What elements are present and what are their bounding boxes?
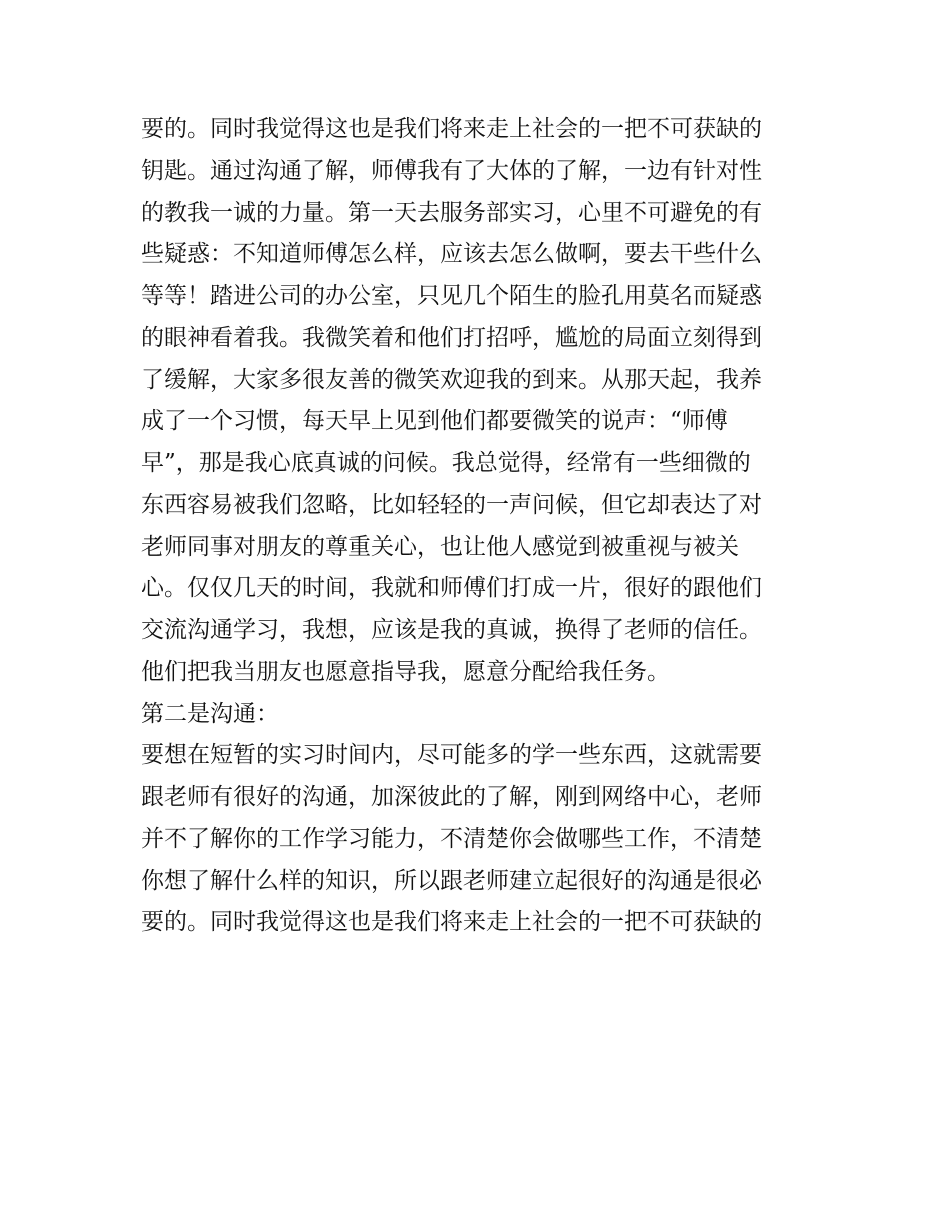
text-line: 了缓解，大家多很友善的微笑欢迎我的到来。从那天起，我养	[141, 366, 762, 393]
text-line: 早”，那是我心底真诚的问候。我总觉得，经常有一些细微的	[141, 450, 751, 476]
body-text	[141, 109, 821, 944]
text-line: 要的。同时我觉得这也是我们将来走上社会的一把不可获缺的	[141, 909, 762, 936]
text-line: 交流沟通学习，我想，应该是我的真诚，换得了老师的信任。	[141, 617, 762, 643]
text-line: 东西容易被我们忽略，比如轻轻的一声问候，但它却表达了对	[141, 491, 762, 518]
text-line: 等等！踏进公司的办公室，只见几个陌生的脸孔用莫名而疑惑	[141, 283, 762, 309]
text-line: 要想在短暂的实习时间内，尽可能多的学一些东西，这就需要	[141, 742, 762, 769]
text-line: 并不了解你的工作学习能力，不清楚你会做哪些工作，不清楚	[141, 825, 762, 852]
text-line: 些疑惑：不知道师傅怎么样，应该去怎么做啊，要去干些什么	[141, 241, 762, 268]
text-line: 成了一个习惯，每天早上见到他们都要微笑的说声：“师傅	[141, 408, 728, 435]
text-line: 的教我一诚的力量。第一天去服务部实习，心里不可避免的有	[141, 199, 762, 226]
text-line: 老师同事对朋友的尊重关心，也让他人感觉到被重视与被关	[141, 533, 739, 560]
text-line: 钥匙。通过沟通了解，师傅我有了大体的了解，一边有针对性	[141, 157, 762, 184]
text-line: 你想了解什么样的知识，所以跟老师建立起很好的沟通是很必	[141, 867, 762, 894]
text-line: 的眼神看着我。我微笑着和他们打招呼，尴尬的局面立刻得到	[141, 324, 762, 351]
text-line: 跟老师有很好的沟通，加深彼此的了解，刚到网络中心，老师	[141, 784, 762, 810]
text-line: 要的。同时我觉得这也是我们将来走上社会的一把不可获缺的	[141, 116, 762, 142]
section-heading: 第二是沟通：	[141, 700, 279, 727]
text-line: 心。仅仅几天的时间，我就和师傅们打成一片，很好的跟他们	[141, 575, 762, 602]
text-line: 他们把我当朋友也愿意指导我，愿意分配给我任务。	[141, 658, 670, 685]
